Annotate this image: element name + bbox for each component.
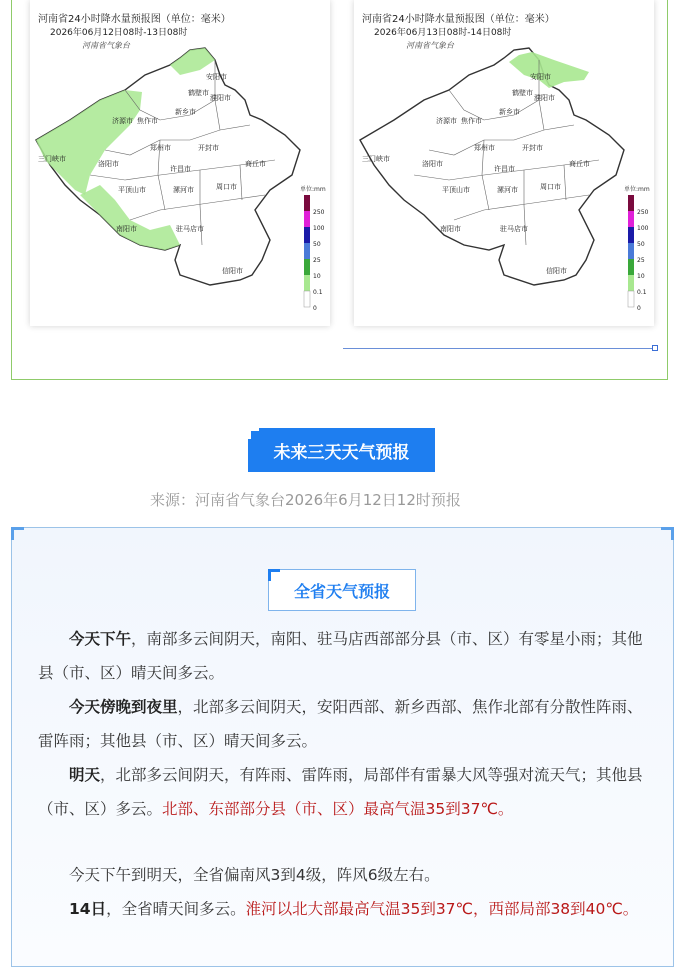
svg-text:洛阳市: 洛阳市 <box>98 160 119 168</box>
legend-label: 50 <box>637 241 645 248</box>
legend-colorbar <box>302 185 328 315</box>
svg-text:洛阳市: 洛阳市 <box>422 160 443 168</box>
svg-text:信阳市: 信阳市 <box>546 267 567 275</box>
para-lead: 今天下午 <box>69 630 132 648</box>
legend-label: 100 <box>637 225 649 232</box>
svg-text:开封市: 开封市 <box>198 144 219 152</box>
corner-decoration <box>248 428 259 439</box>
legend-label: 0 <box>313 305 317 312</box>
map-date: 2026年06月12日08时-13日08时 <box>50 28 188 38</box>
legend-colorbar <box>626 185 652 315</box>
svg-text:许昌市: 许昌市 <box>170 165 191 173</box>
precip-map-day2 <box>354 0 654 326</box>
forecast-paragraph-2 <box>38 690 650 758</box>
map-org: 河南省气象台 <box>82 41 130 50</box>
forecast-paragraph-5 <box>38 892 650 926</box>
para-text: ，南部多云间阴天，南阳、驻马店西部部分县（市、区）有零星小雨；其他县（市、区）晴天间多云。 <box>38 630 643 682</box>
henan-map-day1 <box>30 0 330 326</box>
corner-decoration <box>268 569 280 581</box>
source-line: 来源：河南省气象台2026年6月12日12时预报 <box>150 491 461 509</box>
forecast-subheader <box>268 569 416 611</box>
legend-label: 25 <box>313 257 321 264</box>
carousel-handle[interactable] <box>652 345 658 351</box>
legend-label: 25 <box>637 257 645 264</box>
forecast-box <box>11 527 674 967</box>
svg-text:商丘市: 商丘市 <box>569 160 590 168</box>
forecast-title: 全省天气预报 <box>293 581 390 601</box>
legend-label: 100 <box>313 225 325 232</box>
legend-label: 250 <box>313 209 325 216</box>
para-text: ，北部多云间阴天，安阳西部、新乡西部、焦作北部有分散性阵雨、雷阵雨；其他县（市、区）晴天间多云。 <box>38 698 643 750</box>
svg-text:漯河市: 漯河市 <box>497 186 518 194</box>
svg-text:三门峡市: 三门峡市 <box>362 155 390 163</box>
section-header <box>248 428 435 472</box>
para-lead: 明天 <box>69 766 101 784</box>
henan-map-day2 <box>354 0 654 326</box>
svg-text:新乡市: 新乡市 <box>175 108 196 116</box>
para-text: 今天下午到明天，全省偏南风3到4级，阵风6级左右。 <box>69 866 440 884</box>
svg-text:济源市: 济源市 <box>436 117 457 125</box>
svg-text:济源市: 济源市 <box>112 117 133 125</box>
para-text: ，北部多云间阴天，有阵雨、雷阵雨，局部伴有雷暴大风等强对流天气；其他县（市、区）多云。 <box>38 766 643 818</box>
para-lead: 今天傍晚到夜里 <box>69 698 178 716</box>
svg-text:平顶山市: 平顶山市 <box>442 186 470 194</box>
map-title: 河南省24小时降水量预报图（单位：毫米） <box>362 14 555 25</box>
corner-decoration <box>661 527 674 540</box>
svg-text:安阳市: 安阳市 <box>530 73 551 81</box>
svg-text:濮阳市: 濮阳市 <box>210 94 231 102</box>
legend-label: 10 <box>313 273 321 280</box>
legend-label: 50 <box>313 241 321 248</box>
svg-text:焦作市: 焦作市 <box>461 117 482 125</box>
map-date: 2026年06月13日08时-14日08时 <box>374 28 512 38</box>
svg-text:郑州市: 郑州市 <box>474 144 495 152</box>
map-org: 河南省气象台 <box>406 41 454 50</box>
legend-label: 0 <box>637 305 641 312</box>
legend-label: 250 <box>637 209 649 216</box>
para-lead: 14日 <box>69 900 107 918</box>
precip-map-day1 <box>30 0 330 326</box>
svg-text:商丘市: 商丘市 <box>245 160 266 168</box>
svg-text:开封市: 开封市 <box>522 144 543 152</box>
svg-text:周口市: 周口市 <box>216 183 237 191</box>
svg-text:南阳市: 南阳市 <box>440 225 461 233</box>
forecast-paragraph-4 <box>38 858 650 892</box>
svg-text:安阳市: 安阳市 <box>206 73 227 81</box>
svg-text:鹤壁市: 鹤壁市 <box>188 89 209 97</box>
svg-text:周口市: 周口市 <box>540 183 561 191</box>
svg-text:驻马店市: 驻马店市 <box>176 225 204 233</box>
para-text: ，全省晴天间多云。 <box>106 900 246 918</box>
forecast-paragraph-3 <box>38 758 650 826</box>
legend-unit: 单位:mm <box>300 186 326 193</box>
legend-label: 10 <box>637 273 645 280</box>
svg-text:鹤壁市: 鹤壁市 <box>512 89 533 97</box>
svg-text:信阳市: 信阳市 <box>222 267 243 275</box>
corner-decoration <box>11 527 24 540</box>
legend-unit: 单位:mm <box>624 186 650 193</box>
svg-text:濮阳市: 濮阳市 <box>534 94 555 102</box>
para-highlight: 北部、东部部分县（市、区）最高气温35到37℃。 <box>162 800 514 818</box>
legend-label: 0.1 <box>313 289 323 296</box>
forecast-paragraph-1 <box>38 622 650 690</box>
carousel-track[interactable] <box>343 348 656 349</box>
svg-text:平顶山市: 平顶山市 <box>118 186 146 194</box>
svg-text:许昌市: 许昌市 <box>494 165 515 173</box>
svg-text:南阳市: 南阳市 <box>116 225 137 233</box>
legend-label: 0.1 <box>637 289 647 296</box>
para-highlight: 淮河以北大部最高气温35到37℃，西部局部38到40℃。 <box>245 900 639 918</box>
svg-text:郑州市: 郑州市 <box>150 144 171 152</box>
section-title: 未来三天天气预报 <box>273 442 410 463</box>
svg-text:焦作市: 焦作市 <box>137 117 158 125</box>
svg-text:漯河市: 漯河市 <box>173 186 194 194</box>
svg-text:三门峡市: 三门峡市 <box>38 155 66 163</box>
map-title: 河南省24小时降水量预报图（单位：毫米） <box>38 14 231 25</box>
svg-text:驻马店市: 驻马店市 <box>500 225 528 233</box>
svg-text:新乡市: 新乡市 <box>499 108 520 116</box>
